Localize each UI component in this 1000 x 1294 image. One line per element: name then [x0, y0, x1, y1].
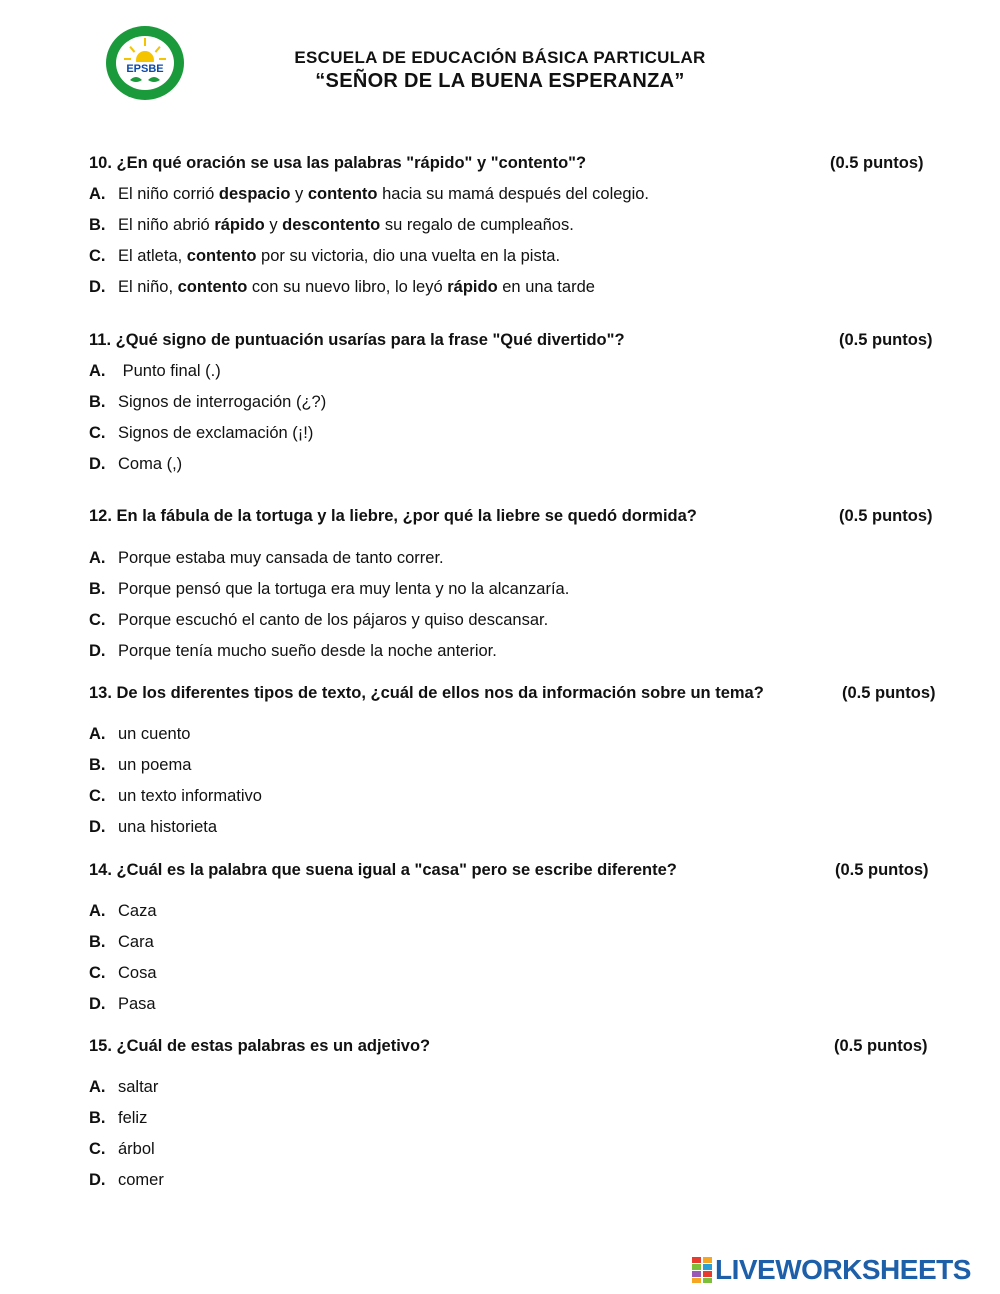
question-14-option-a[interactable]: A. Caza [89, 902, 157, 920]
question-10-text: 10. ¿En qué oración se usa las palabras "rápido" y "contento"? [89, 154, 587, 172]
liveworksheets-logo-icon [692, 1257, 712, 1283]
question-12-text: 12. En la fábula de la tortuga y la liebre, ¿por qué la liebre se quedó dormida? [89, 507, 697, 525]
question-12-option-b[interactable]: B. Porque pensó que la tortuga era muy lenta y no la alcanzaría. [89, 580, 570, 598]
question-14-points: (0.5 puntos) [835, 861, 929, 879]
question-15-option-b[interactable]: B. feliz [89, 1109, 148, 1127]
question-15-option-c[interactable]: C. árbol [89, 1140, 155, 1158]
school-name-line1: ESCUELA DE EDUCACIÓN BÁSICA PARTICULAR [294, 48, 706, 67]
question-13-option-d[interactable]: D. una historieta [89, 818, 218, 836]
question-12-option-d[interactable]: D. Porque tenía mucho sueño desde la noche anterior. [89, 642, 497, 660]
question-15-points: (0.5 puntos) [834, 1037, 928, 1055]
question-11-option-a[interactable]: A. Punto final (.) [89, 362, 221, 380]
question-13-text: 13. De los diferentes tipos de texto, ¿cuál de ellos nos da información sobre un tema? [89, 684, 764, 702]
school-name-line2: “SEÑOR DE LA BUENA ESPERANZA” [315, 70, 685, 92]
question-10-option-d[interactable]: D. El niño, contento con su nuevo libro, lo leyó rápido en una tarde [89, 278, 595, 296]
liveworksheets-brand[interactable] [692, 1254, 971, 1286]
question-10-option-a[interactable]: A. El niño corrió despacio y contento hacia su mamá después del colegio. [89, 185, 650, 203]
question-12-option-c[interactable]: C. Porque escuchó el canto de los pájaros y quiso descansar. [89, 611, 549, 629]
question-12-points: (0.5 puntos) [839, 507, 933, 525]
question-15-option-d[interactable]: D. comer [89, 1171, 164, 1189]
question-11-text: 11. ¿Qué signo de puntuación usarías para la frase "Qué divertido"? [89, 331, 625, 349]
question-13-option-c[interactable]: C. un texto informativo [89, 787, 262, 805]
svg-text:EPSBE: EPSBE [126, 63, 164, 75]
question-10-points: (0.5 puntos) [830, 154, 924, 172]
question-13-points: (0.5 puntos) [842, 684, 936, 702]
question-14-option-d[interactable]: D. Pasa [89, 995, 156, 1013]
question-14-option-c[interactable]: C. Cosa [89, 964, 157, 982]
question-11-option-b[interactable]: B. Signos de interrogación (¿?) [89, 393, 327, 411]
question-11-option-d[interactable]: D. Coma (,) [89, 455, 183, 473]
question-13-option-a[interactable]: A. un cuento [89, 725, 191, 743]
question-10-option-b[interactable]: B. El niño abrió rápido y descontento su regalo de cumpleaños. [89, 216, 574, 234]
question-13-option-b[interactable]: B. un poema [89, 756, 192, 774]
question-15-text: 15. ¿Cuál de estas palabras es un adjetivo? [89, 1037, 431, 1055]
question-11-points: (0.5 puntos) [839, 331, 933, 349]
question-14-text: 14. ¿Cuál es la palabra que suena igual a "casa" pero se escribe diferente? [89, 861, 677, 879]
question-15-option-a[interactable]: A. saltar [89, 1078, 159, 1096]
question-11-option-c[interactable]: C. Signos de exclamación (¡!) [89, 424, 314, 442]
question-12-option-a[interactable]: A. Porque estaba muy cansada de tanto correr. [89, 549, 444, 567]
question-10-option-c[interactable]: C. El atleta, contento por su victoria, dio una vuelta en la pista. [89, 247, 561, 265]
question-14-option-b[interactable]: B. Cara [89, 933, 154, 951]
liveworksheets-wordmark: LIVEWORKSHEETS [715, 1254, 971, 1285]
